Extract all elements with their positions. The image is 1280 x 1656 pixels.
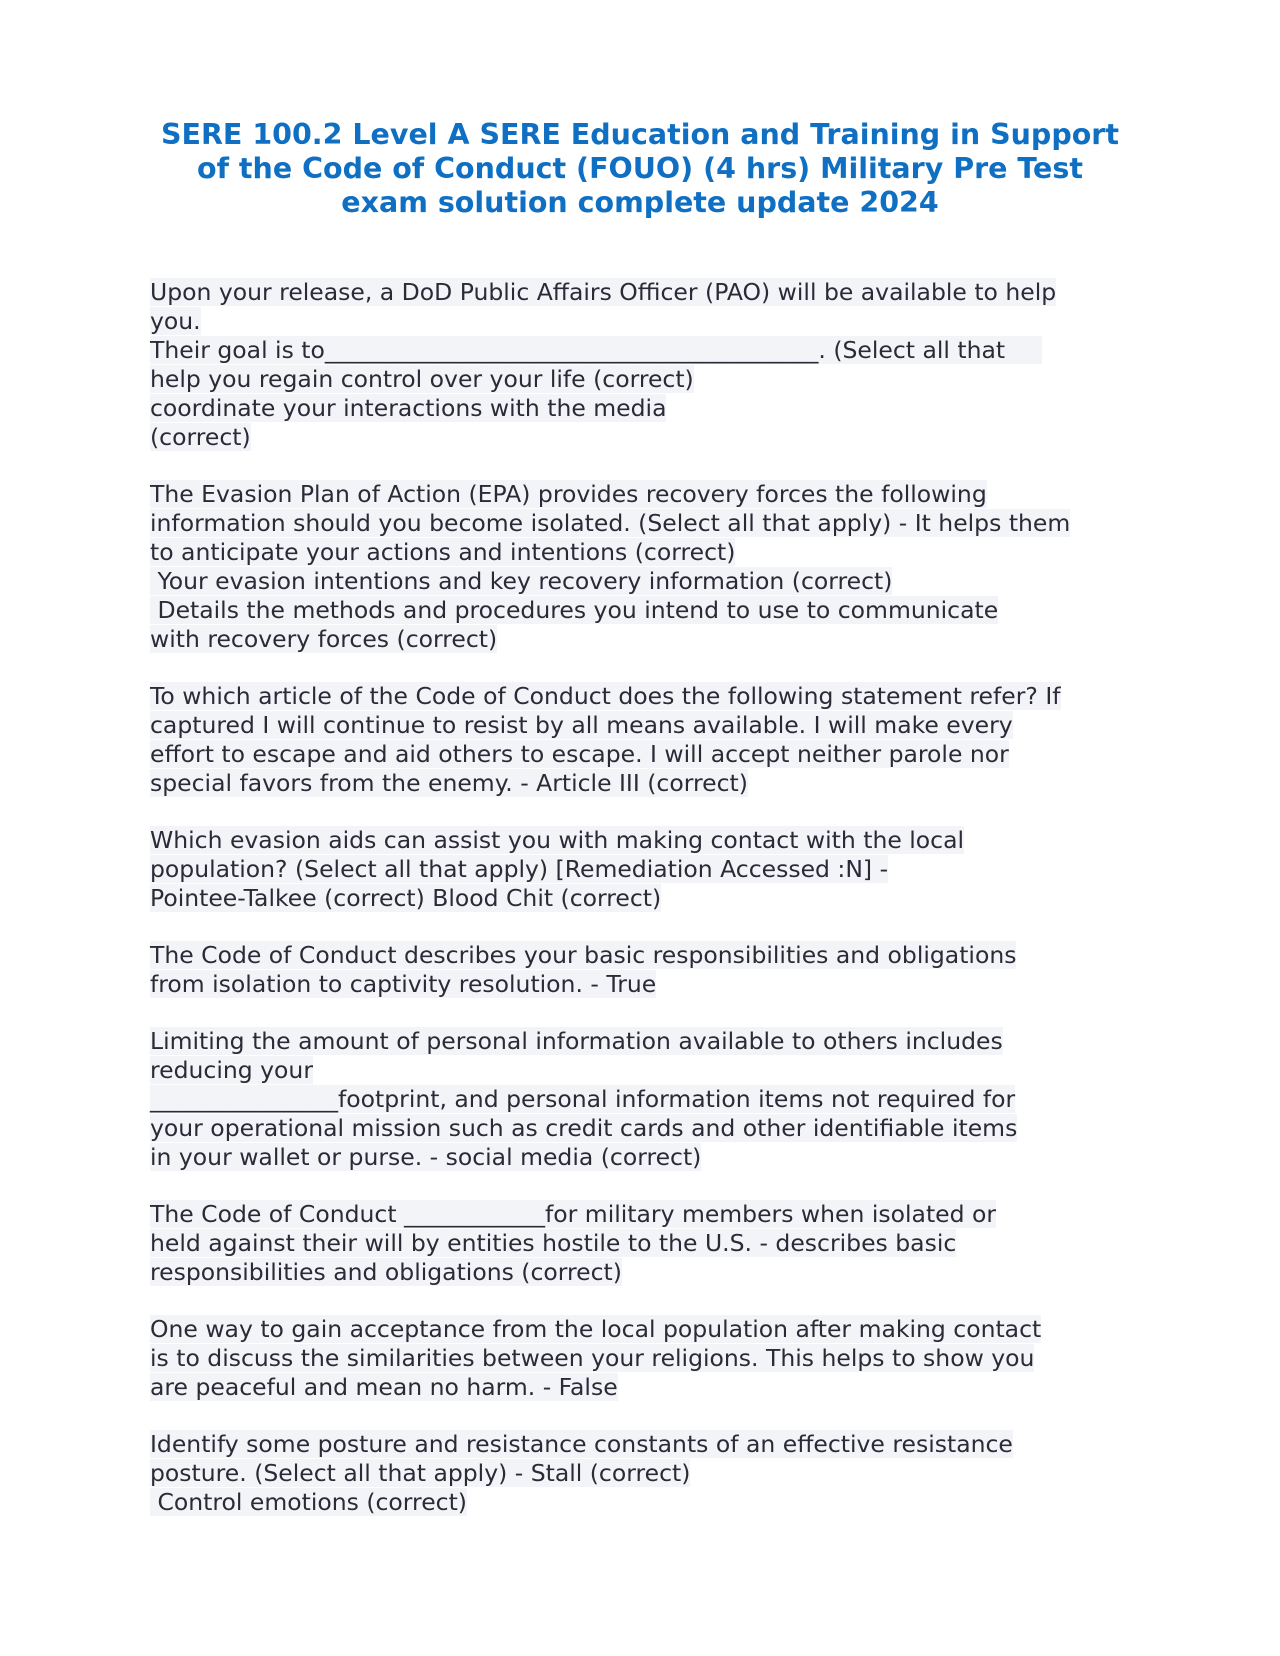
text-line: Control emotions (correct) bbox=[150, 1488, 467, 1516]
text-line: Pointee-Talkee (correct) Blood Chit (correct) bbox=[150, 884, 662, 912]
qa-list bbox=[150, 278, 1140, 1517]
text-line: population? (Select all that apply) [Remediation Accessed :N] - bbox=[150, 855, 889, 883]
text-line: held against their will by entities hostile to the U.S. - describes basic bbox=[150, 1229, 957, 1257]
text-line: effort to escape and aid others to escape. I will accept neither parole nor bbox=[150, 740, 1009, 768]
title-line: SERE 100.2 Level A SERE Education and Training in Support bbox=[160, 118, 1119, 151]
qa-item bbox=[150, 941, 1140, 999]
text-line: posture. (Select all that apply) - Stall (correct) bbox=[150, 1459, 691, 1487]
text-line: The Code of Conduct describes your basic responsibilities and obligations bbox=[150, 941, 1017, 969]
text-line: One way to gain acceptance from the local population after making contact bbox=[150, 1315, 1042, 1343]
title-line: of the Code of Conduct (FOUO) (4 hrs) Military Pre Test bbox=[197, 152, 1083, 185]
text-line: from isolation to captivity resolution. - True bbox=[150, 970, 657, 998]
text-line: captured I will continue to resist by all means available. I will make every bbox=[150, 711, 1013, 739]
text-line: help you regain control over your life (correct) bbox=[150, 365, 694, 393]
qa-item bbox=[150, 1027, 1140, 1172]
qa-item bbox=[150, 1430, 1140, 1517]
text-line: in your wallet or purse. - social media (correct) bbox=[150, 1143, 702, 1171]
text-line: your operational mission such as credit cards and other identifiable items bbox=[150, 1114, 1018, 1142]
text-line: to anticipate your actions and intentions (correct) bbox=[150, 538, 736, 566]
text-line: information should you become isolated. (Select all that apply) - It helps them bbox=[150, 509, 1071, 537]
qa-item bbox=[150, 1200, 1140, 1287]
text-line: Your evasion intentions and key recovery information (correct) bbox=[150, 567, 893, 595]
qa-item bbox=[150, 278, 1140, 452]
text-line: ________________footprint, and personal information items not required for bbox=[150, 1085, 1016, 1113]
text-line: Upon your release, a DoD Public Affairs Officer (PAO) will be available to help bbox=[150, 278, 1057, 306]
text-line: is to discuss the similarities between your religions. This helps to show you bbox=[150, 1344, 1035, 1372]
qa-item bbox=[150, 826, 1140, 913]
text-line: are peaceful and mean no harm. - False bbox=[150, 1373, 618, 1401]
text-line: reducing your bbox=[150, 1056, 313, 1084]
text-line: To which article of the Code of Conduct does the following statement refer? If bbox=[150, 682, 1061, 710]
qa-item bbox=[150, 682, 1140, 798]
text-line: Which evasion aids can assist you with making contact with the local bbox=[150, 826, 965, 854]
qa-item bbox=[150, 480, 1140, 654]
title-line: exam solution complete update 2024 bbox=[341, 186, 939, 219]
text-line: The Evasion Plan of Action (EPA) provides recovery forces the following bbox=[150, 480, 987, 508]
text-line: responsibilities and obligations (correct) bbox=[150, 1258, 622, 1286]
text-line: with recovery forces (correct) bbox=[150, 625, 498, 653]
qa-item bbox=[150, 1315, 1140, 1402]
text-line: special favors from the enemy. - Article III (correct) bbox=[150, 769, 748, 797]
text-line: Details the methods and procedures you intend to use to communicate bbox=[150, 596, 999, 624]
text-line: coordinate your interactions with the media bbox=[150, 394, 667, 422]
document-title bbox=[150, 118, 1130, 220]
text-line: (correct) bbox=[150, 423, 251, 451]
text-line: Their goal is to__________________________________________. (Select all that bbox=[150, 336, 1043, 364]
text-line: The Code of Conduct ____________for military members when isolated or bbox=[150, 1200, 997, 1228]
text-line: Identify some posture and resistance constants of an effective resistance bbox=[150, 1430, 1013, 1458]
text-line: you. bbox=[150, 307, 201, 335]
text-line: Limiting the amount of personal information available to others includes bbox=[150, 1027, 1003, 1055]
